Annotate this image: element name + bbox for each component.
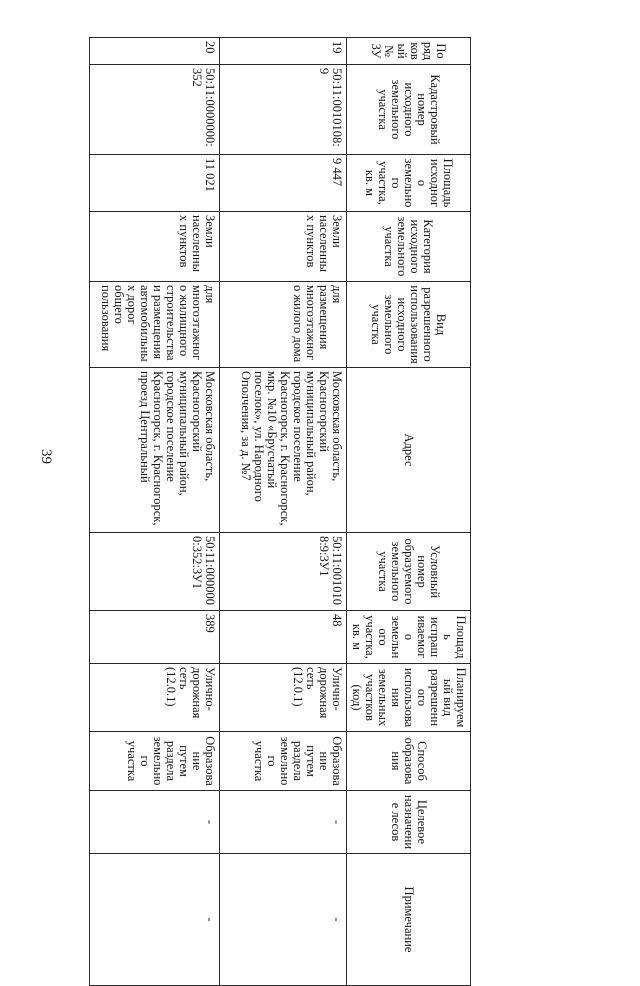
rotated-content [96,37,471,953]
table-row [220,38,347,986]
header-cell: Площадь исходного земельного участка, кв. м [347,155,471,212]
table-row [90,38,220,986]
cell-address: Московская область, Красногорский муниципальный район, городское поселение Красногорск, г. Красногорск, мкр. №10 «Брусчатый поселок», ул. Народного Ополчения, за д. №7 [220,368,347,533]
cell-cadastral: 50:11:0010108:9 [220,65,347,155]
cell-planned-use: Улично-дорожная сеть (12.0.1) [90,664,220,732]
cell-forest-purpose: - [90,791,220,854]
page-number: 39 [38,449,54,464]
cell-forest-purpose: - [220,791,347,854]
header-cell: Примечание [347,854,471,986]
cell-usage: для многоэтажного жилищного строительства и размещения автомобильных дорог общего пользования [90,282,220,368]
header-cell: Вид разрешенного использования исходного земельного участка [347,282,471,368]
cell-planned-use: Улично-дорожная сеть (12.0.1) [220,664,347,732]
cell-conditional-number: 50:11:0010108:9:ЗУ1 [220,533,347,611]
rotated-page [96,37,471,953]
cell-area-source: 11 021 [90,155,220,212]
cell-address: Московская область, Красногорский муниципальный район, городское поселение Красногорск, г. Красногорск, проезд Центральный [90,368,220,533]
cell-category: Земли населенных пунктов [220,212,347,282]
header-cell: Адрес [347,368,471,533]
cell-num: 20 [90,38,220,65]
cell-num: 19 [220,38,347,65]
cell-cadastral: 50:11:0000000:352 [90,65,220,155]
header-cell: Порядковый № ЗУ [347,38,471,65]
cell-method: Образование путем раздела земельного участка [220,732,347,791]
header-cell: Условный номер образуемого земельного участка [347,533,471,611]
header-cell: Площадь испрашиваемого земельного участка, кв. м [347,611,471,664]
cell-area-source: 9 447 [220,155,347,212]
cell-note: - [90,854,220,986]
header-cell: Целевое назначение лесов [347,791,471,854]
cell-note: - [220,854,347,986]
cell-usage: для размещения многоэтажного жилого дома [220,282,347,368]
cell-conditional-number: 50:11:0000000:352:ЗУ1 [90,533,220,611]
header-cell: Планируемый вид разрешенного использования земельных участков (код) [347,664,471,732]
cell-area-requested: 48 [220,611,347,664]
table-header-row [347,38,471,986]
header-cell: Категория исходного земельного участка [347,212,471,282]
header-cell: Способ образования [347,732,471,791]
cell-category: Земли населенных пунктов [90,212,220,282]
header-cell: Кадастровый номер исходного земельного участка [347,65,471,155]
cell-method: Образование путем раздела земельного участка [90,732,220,791]
cell-area-requested: 389 [90,611,220,664]
land-plots-table [89,37,471,986]
